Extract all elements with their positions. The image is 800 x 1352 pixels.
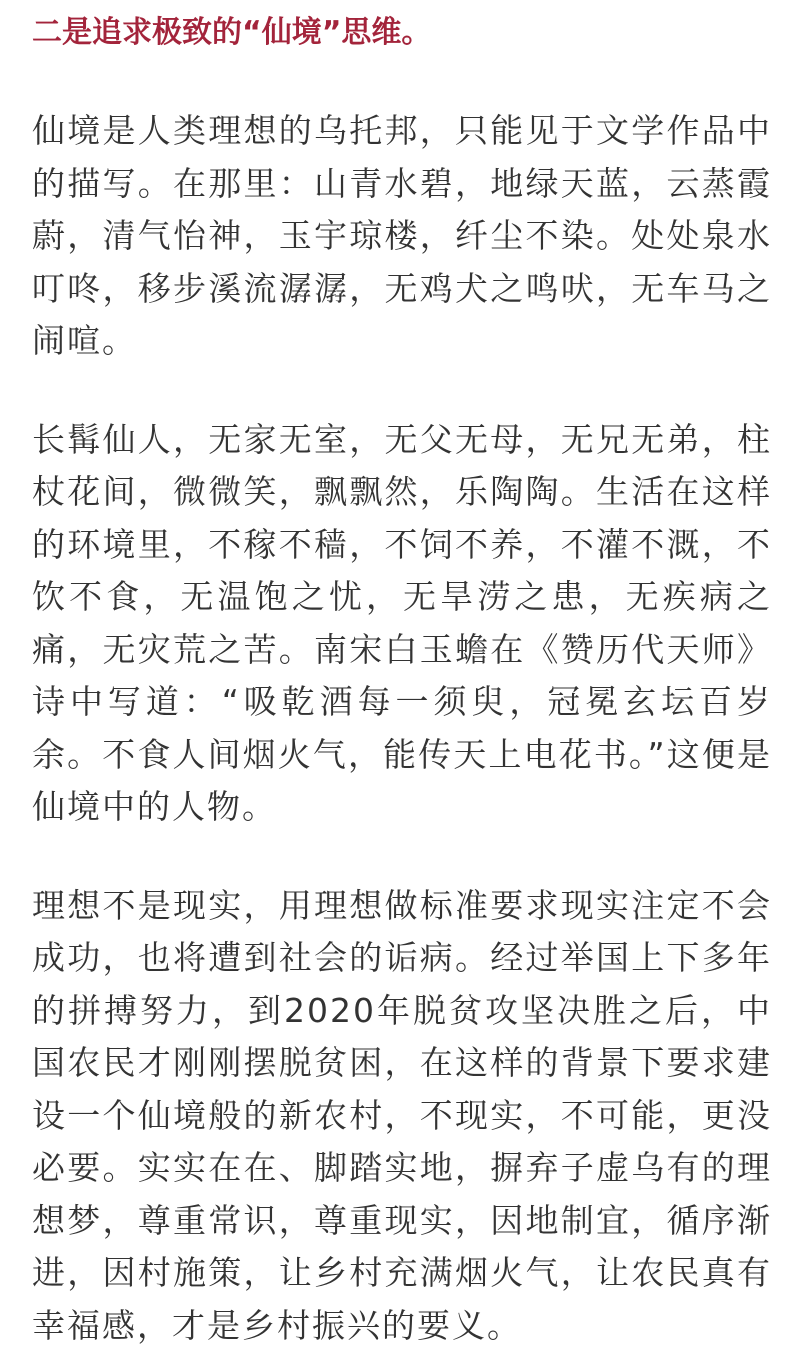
section-heading: 二是追求极致的“仙境”思维。: [32, 0, 772, 54]
paragraph-3: 理想不是现实，用理想做标准要求现实注定不会成功，也将遭到社会的诟病。经过举国上下多年的拼搏努力，到2020年脱贫攻坚决胜之后，中国农民才刚刚摆脱贫困，在这样的背景下要求建设一个仙境般的新农村，不现实，不可能，更没必要。实实在在、脚踏实地，摒弃子虚乌有的理想梦，尊重常识，尊重现实，因地制宜，循序渐进，因村施策，让乡村充满烟火气，让农民真有幸福感，才是乡村振兴的要义。: [32, 880, 772, 1352]
article: [32, 0, 772, 1352]
paragraph-2: 长髯仙人，无家无室，无父无母，无兄无弟，柱杖花间，微微笑，飘飘然，乐陶陶。生活在这样的环境里，不稼不穑，不饲不养，不灌不溉，不饮不食，无温饱之忧，无旱涝之患，无疾病之痛，无灾荒之苦。南宋白玉蟾在《赞历代天师》诗中写道：“吸乾酒每一须臾，冠冕玄坛百岁余。不食人间烟火气，能传天上电花书。”这便是仙境中的人物。: [32, 414, 772, 834]
paragraph-1: 仙境是人类理想的乌托邦，只能见于文学作品中的描写。在那里：山青水碧，地绿天蓝，云蒸霞蔚，清气怡神，玉宇琼楼，纤尘不染。处处泉水叮咚，移步溪流潺潺，无鸡犬之鸣吠，无车马之闹喧。: [32, 105, 772, 368]
